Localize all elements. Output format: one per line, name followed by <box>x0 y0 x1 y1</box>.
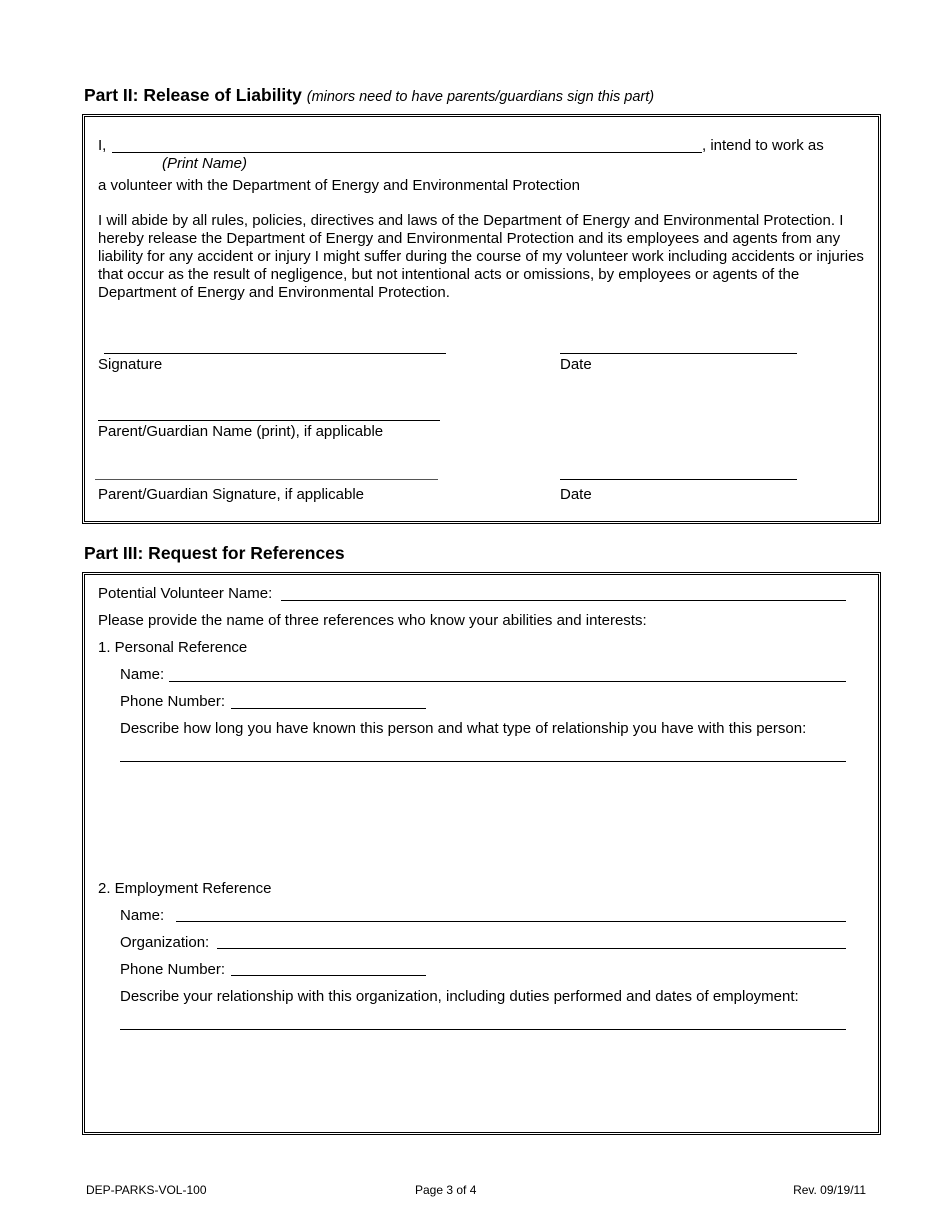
guardian-signature-label: Parent/Guardian Signature, if applicable <box>98 486 365 503</box>
guardian-signature-field[interactable] <box>95 479 438 480</box>
employment-name-label: Name: <box>120 907 165 924</box>
signature-date-field[interactable] <box>560 353 797 354</box>
personal-name-label: Name: <box>120 666 165 683</box>
signature-date-label: Date <box>560 356 592 373</box>
part2-title: Part II: Release of Liability <box>84 85 302 105</box>
organization-field[interactable] <box>217 948 846 949</box>
employment-phone-field[interactable] <box>231 975 426 976</box>
signature-label: Signature <box>98 356 163 373</box>
guardian-date-label: Date <box>560 486 592 503</box>
volunteer-name-field[interactable] <box>281 600 846 601</box>
organization-label: Organization: <box>120 934 210 951</box>
intend-to-work-text: , intend to work as <box>702 137 824 154</box>
personal-name-field[interactable] <box>169 681 846 682</box>
personal-phone-field[interactable] <box>231 708 426 709</box>
references-instructions: Please provide the name of three references who know your abilities and interests: <box>98 612 647 629</box>
employment-reference-heading: 2. Employment Reference <box>98 880 272 897</box>
footer-revision: Rev. 09/19/11 <box>793 1183 866 1197</box>
release-of-liability-box <box>82 114 881 524</box>
part2-heading <box>84 84 654 108</box>
personal-reference-heading: 1. Personal Reference <box>98 639 248 656</box>
guardian-name-field[interactable] <box>98 420 440 421</box>
volunteer-line: a volunteer with the Department of Energy and Environmental Protection <box>98 177 580 194</box>
print-name-label: (Print Name) <box>162 155 248 172</box>
volunteer-name-label: Potential Volunteer Name: <box>98 585 273 602</box>
personal-describe-field[interactable] <box>120 761 846 762</box>
employment-describe-label: Describe your relationship with this organization, including duties performed and dates of employment: <box>120 988 799 1005</box>
part3-heading: Part III: Request for References <box>84 543 345 563</box>
print-name-field[interactable] <box>112 152 702 153</box>
employment-name-field[interactable] <box>176 921 846 922</box>
i-label: I, <box>98 137 107 154</box>
employment-phone-label: Phone Number: <box>120 961 226 978</box>
personal-describe-label: Describe how long you have known this person and what type of relationship you have with this person: <box>120 720 807 737</box>
footer-form-id: DEP-PARKS-VOL-100 <box>86 1183 207 1197</box>
part2-subtitle: (minors need to have parents/guardians sign this part) <box>306 89 655 105</box>
guardian-name-label: Parent/Guardian Name (print), if applicable <box>98 423 384 440</box>
personal-phone-label: Phone Number: <box>120 693 226 710</box>
employment-describe-field[interactable] <box>120 1029 846 1030</box>
signature-field[interactable] <box>104 353 446 354</box>
release-paragraph: I will abide by all rules, policies, directives and laws of the Department of Energy and Environmental Protection. I hereby release the Department of Energy and Environmental Protection and its employees and agents from any liability for any accident or injury I might suffer during the course of my volunteer work including accidents or injuries that occur as the result of negligence, but not intentional acts or omissions, by employees or agents of the Department of Energy and Environmental Protection. <box>98 212 864 301</box>
footer-page-number: Page 3 of 4 <box>415 1183 477 1197</box>
guardian-date-field[interactable] <box>560 479 797 480</box>
